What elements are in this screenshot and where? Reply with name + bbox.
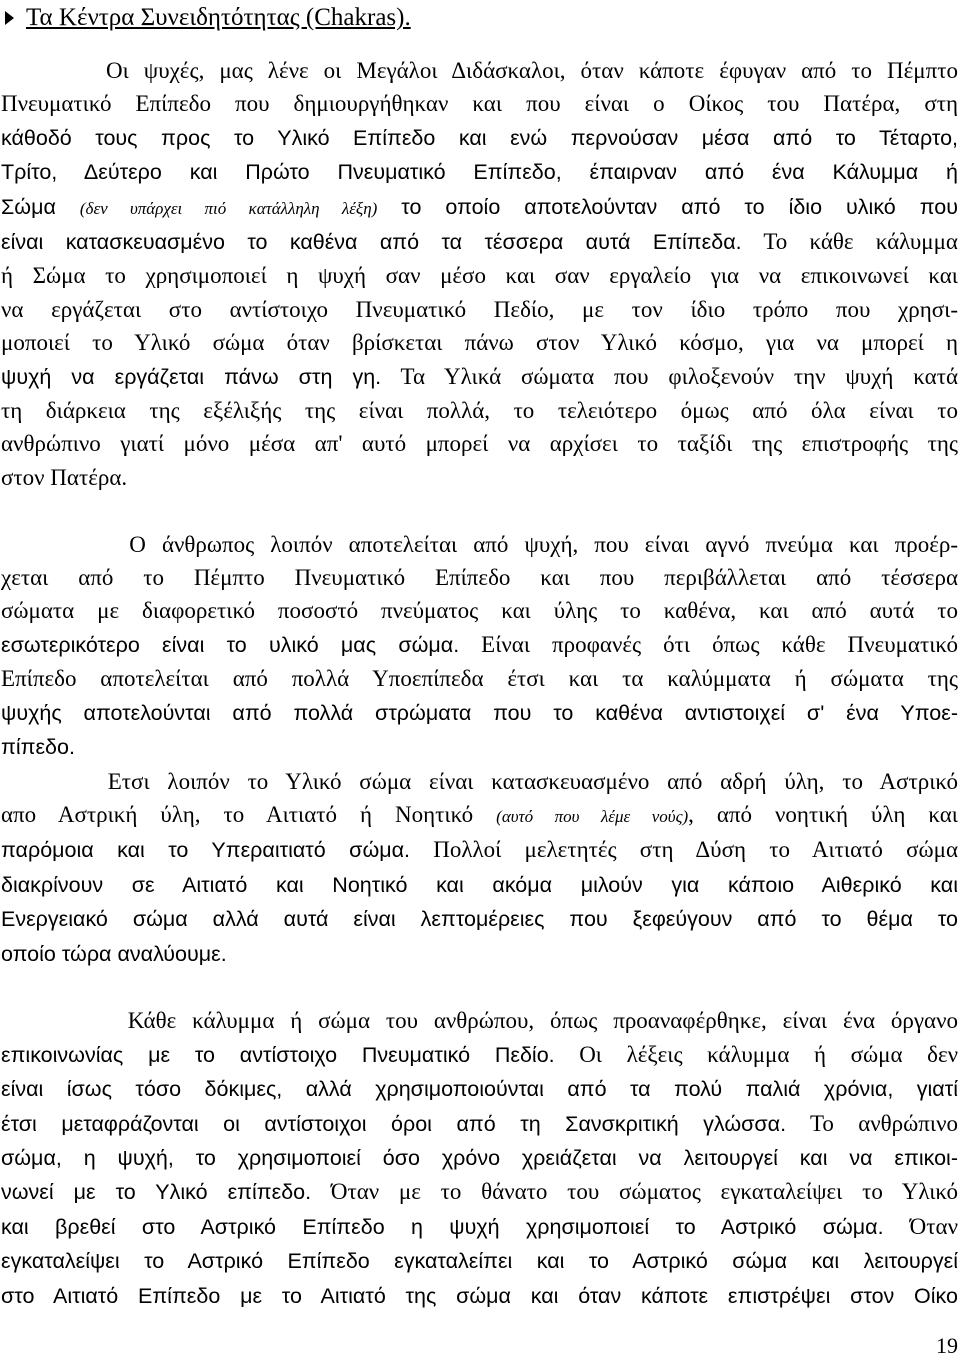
text-line [1, 1244, 958, 1278]
text-line [1, 190, 958, 225]
text-run: το οποίο αποτελούνταν από το ίδιο υλικό που [377, 194, 958, 219]
text-line [1, 121, 958, 155]
text-run: Τα Υλικά σώματα που φιλοξενούν την ψυχή κατά [381, 363, 958, 389]
text-line [1, 293, 958, 326]
text-run: Οι λέξεις κάλυμμα ή σώμα δεν [554, 1041, 958, 1067]
text-run: απο Αστρική ύλη, το Αιτιατό ή Νοητικό [1, 801, 497, 827]
text-run: νωνεί με το Υλικό επίπεδο. [1, 1180, 312, 1205]
text-run: έτσι μεταφράζονται οι αντίστοιχοι όροι από τη Σανσκριτική γλώσσα. [1, 1111, 787, 1136]
text-run: Σώμα [1, 194, 80, 219]
paragraph-gap [1, 971, 958, 1004]
text-line [1, 87, 958, 120]
text-run: κάθοδό τους προς το Υλικό Επίπεδο και ενώ περνούσαν μέσα από το Τέταρτο, [1, 125, 958, 150]
text-line [1, 628, 958, 662]
text-line [1, 225, 958, 259]
text-run: μοποιεί το Υλικό σώμα όταν βρίσκεται πάνω στον Υλικό κόσμο, για να μπορεί η [1, 330, 958, 356]
text-line [1, 868, 958, 902]
text-run: στον Πατέρα. [1, 464, 128, 490]
text-run: Όταν [883, 1213, 958, 1239]
text-run: οποίο τώρα αναλύουμε. [1, 941, 227, 966]
text-line [1, 696, 958, 730]
text-line [1, 662, 958, 695]
text-line [1, 594, 958, 627]
text-line [1, 427, 958, 460]
text-run: πίπεδο. [1, 735, 75, 760]
text-line [1, 259, 958, 292]
text-line [1, 730, 958, 764]
text-run: να εργάζεται στο αντίστοιχο Πνευματικό Πεδίο, με τον ίδιο τρόπο που χρησι- [1, 296, 958, 322]
text-run: ή Σώμα το χρησιμοποιεί η ψυχή σαν μέσο και σαν εργαλείο για να επικοινωνεί και [1, 263, 958, 289]
text-run: εσωτερικότερο είναι το υλικό μας σώμα. [1, 632, 460, 657]
text-run: Όταν με το θάνατο του σώματος εγκαταλείψει το Υλικό [311, 1179, 958, 1205]
text-run: σώματα με διαφορετικό ποσοστό πνεύματος και ύλης το καθένα, και από αυτά το [1, 598, 958, 624]
text-run: ανθρώπινο γιατί μόνο μέσα απ' αυτό μπορεί να αρχίσει το ταξίδι της επιστροφής της [1, 431, 958, 457]
text-line [1, 902, 958, 936]
section-title: Τα Κέντρα Συνειδητότητας (Chakras). [26, 4, 411, 31]
text-line [1, 461, 958, 494]
text-line [1, 528, 958, 561]
text-line [1, 394, 958, 427]
paragraph-4 [1, 1004, 958, 1313]
paragraph-3 [1, 765, 958, 971]
text-run: και βρεθεί στο Αστρικό Επίπεδο η ψυχή χρησιμοποιεί το Αστρικό σώμα. [1, 1214, 884, 1239]
text-line [1, 1038, 958, 1072]
text-run: τη διάρκεια της εξέλιξής της είναι πολλά, το τελειότερο όμως από όλα είναι το [1, 398, 958, 424]
text-line [1, 937, 958, 971]
paragraph-1 [1, 54, 958, 494]
text-run: , από νοητική ύλη και [688, 801, 958, 827]
text-run: Το ανθρώπινο [786, 1110, 958, 1136]
text-line [1, 765, 958, 798]
text-run: διακρίνουν σε Αιτιατό και Νοητικό και ακόμα μιλούν για κάποιο Αιθερικό και [1, 872, 958, 897]
parenthetical-note: (αυτό που λέμε νούς) [496, 806, 689, 826]
text-run: παρόμοια και το Υπεραιτιατό σώμα. [1, 838, 411, 863]
body-text [1, 54, 958, 1313]
text-run: Οι ψυχές, μας λένε οι Μεγάλοι Διδάσκαλοι, όταν κάποτε έφυγαν από το Πέμπτο [1, 58, 958, 83]
text-run: Κάθε κάλυμμα ή σώμα του ανθρώπου, όπως προαναφέρθηκε, είναι ένα όργανο [1, 1008, 958, 1034]
text-run: ψυχή να εργάζεται πάνω στη γη. [1, 364, 382, 389]
text-run: Είναι προφανές ότι όπως κάθε Πνευματικό [459, 631, 958, 657]
text-run: Επίπεδο αποτελείται από πολλά Υποεπίπεδα έτσι και τα καλύμματα ή σώματα της [1, 666, 958, 692]
text-run: ψυχής αποτελούνται από πολλά στρώματα που το καθένα αντιστοιχεί σ' ένα Υποε- [1, 700, 958, 725]
text-run: στο Αιτιατό Επίπεδο με το Αιτιατό της σώμα και όταν κάποτε επιστρέψει στον Οίκο [1, 1283, 958, 1308]
text-line [1, 561, 958, 594]
paragraph-gap [1, 494, 958, 527]
text-line [1, 326, 958, 359]
text-run: Πολλοί μελετητές στη Δύση το Αιτιατό σώμα [410, 837, 959, 863]
text-run: Ενεργειακό σώμα αλλά αυτά είναι λεπτομέρειες που ξεφεύγουν από το θέμα το [1, 907, 958, 932]
text-run: είναι κατασκευασμένο το καθένα από τα τέσσερα αυτά Επίπεδα. [1, 230, 742, 255]
text-run: Ο άνθρωπος λοιπόν αποτελείται από ψυχή, που είναι αγνό πνεύμα και προέρ- [1, 531, 958, 557]
text-line [1, 1004, 958, 1037]
paragraph-2 [1, 528, 958, 765]
text-run: χεται από το Πέμπτο Πνευματικό Επίπεδο και που περιβάλλεται από τέσσερα [1, 565, 958, 591]
text-line [1, 1279, 958, 1313]
parenthetical-note: (δεν υπάρχει πιό κατάλληλη λέξη) [79, 198, 378, 218]
text-run: Τρίτο, Δεύτερο και Πρώτο Πνευματικό Επίπεδο, έπαιρναν από ένα Κάλυμμα ή [1, 160, 958, 185]
text-line [1, 1210, 958, 1244]
text-line [1, 54, 958, 87]
text-run: Το κάθε κάλυμμα [741, 229, 958, 255]
text-run: επικοινωνίας με το αντίστοιχο Πνευματικό Πεδίο. [1, 1042, 555, 1067]
text-line [1, 1072, 958, 1106]
text-line [1, 1141, 958, 1175]
text-line [1, 360, 958, 394]
section-heading [4, 2, 411, 34]
bullet-arrow-icon [5, 11, 14, 25]
text-line [1, 155, 958, 189]
text-run: είναι ίσως τόσο δόκιμες, αλλά χρησιμοποιούνται από τα πολύ παλιά χρόνια, γιατί [1, 1077, 958, 1102]
text-run: Ετσι λοιπόν το Υλικό σώμα είναι κατασκευασμένο από αδρή ύλη, το Αστρικό [1, 768, 958, 794]
text-line [1, 833, 958, 867]
text-line [1, 798, 958, 833]
text-run: εγκαταλείψει το Αστρικό Επίπεδο εγκαταλείπει και το Αστρικό σώμα και λειτουργεί [1, 1249, 958, 1274]
text-run: σώμα, η ψυχή, το χρησιμοποιεί όσο χρόνο χρειάζεται να λειτουργεί και να επικοι- [1, 1145, 958, 1170]
page-number: 19 [936, 1333, 958, 1358]
text-run: Πνευματικό Επίπεδο που δημιουργήθηκαν και που είναι ο Οίκος του Πατέρα, στη [1, 91, 958, 117]
text-line [1, 1107, 958, 1141]
text-line [1, 1175, 958, 1209]
